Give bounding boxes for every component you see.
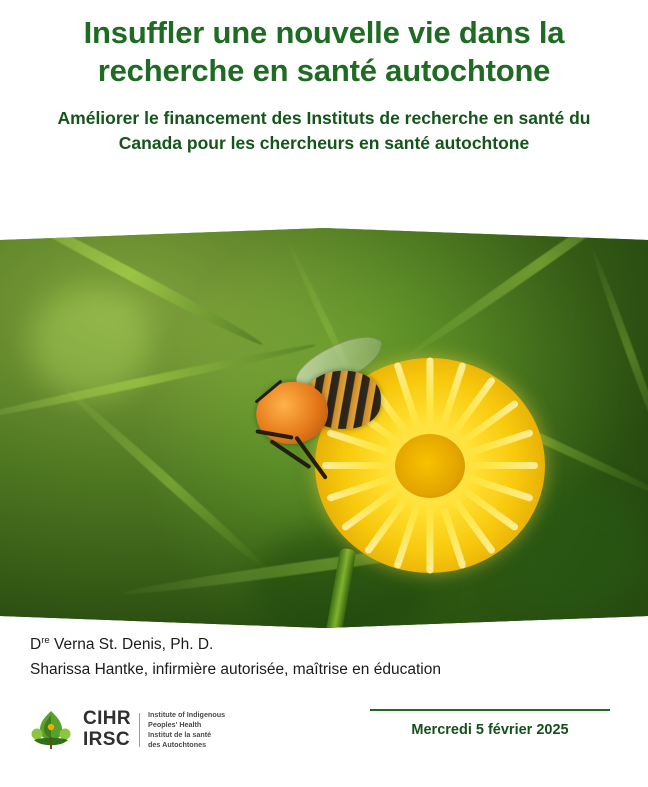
speaker-name-2 xyxy=(30,657,590,682)
speaker-list xyxy=(30,632,590,682)
speaker-title-superscript: re xyxy=(41,634,50,646)
indigenous-leaf-icon xyxy=(28,707,74,753)
speaker-name-1 xyxy=(30,632,590,657)
cihr-acronyms xyxy=(83,709,131,750)
institute-fr-line2: des Autochtones xyxy=(148,740,207,750)
cihr-institute-name xyxy=(148,710,225,751)
cihr-acronym-fr: IRSC xyxy=(83,729,130,750)
hero-image xyxy=(0,228,648,628)
institute-en-line2: Peoples' Health xyxy=(148,719,202,729)
cihr-acronym-en: CIHR xyxy=(83,708,132,730)
speaker-title-prefix: D xyxy=(30,636,42,653)
speaker-name-rest: Verna St. Denis, Ph. D. xyxy=(49,636,214,653)
cihr-logo xyxy=(28,707,225,753)
date-divider xyxy=(370,709,610,711)
title-block xyxy=(0,0,648,156)
page-title: Insuffler une nouvelle vie dans la recherche en santé autochtone xyxy=(83,15,565,88)
date-block xyxy=(370,709,610,738)
bumblebee xyxy=(237,330,403,475)
speaker-name-rest: Sharissa Hantke, infirmière autorisée, maîtrise en éducation xyxy=(30,661,441,679)
grass-blade xyxy=(589,247,648,456)
institute-en-line1: Institute of Indigenous xyxy=(148,709,226,719)
slide-footer xyxy=(0,695,648,787)
page-subtitle: Améliorer le financement des Instituts de recherche en santé du Canada pour les chercheurs en santé autochtone xyxy=(57,107,591,153)
flower-center xyxy=(395,434,465,498)
cihr-wordmark xyxy=(83,709,225,750)
bee-on-dandelion-photo xyxy=(0,228,648,628)
presentation-date: Mercredi 5 février 2025 xyxy=(411,722,569,738)
logo-divider xyxy=(139,713,140,747)
institute-fr-line1: Institut de la santé xyxy=(148,730,212,739)
